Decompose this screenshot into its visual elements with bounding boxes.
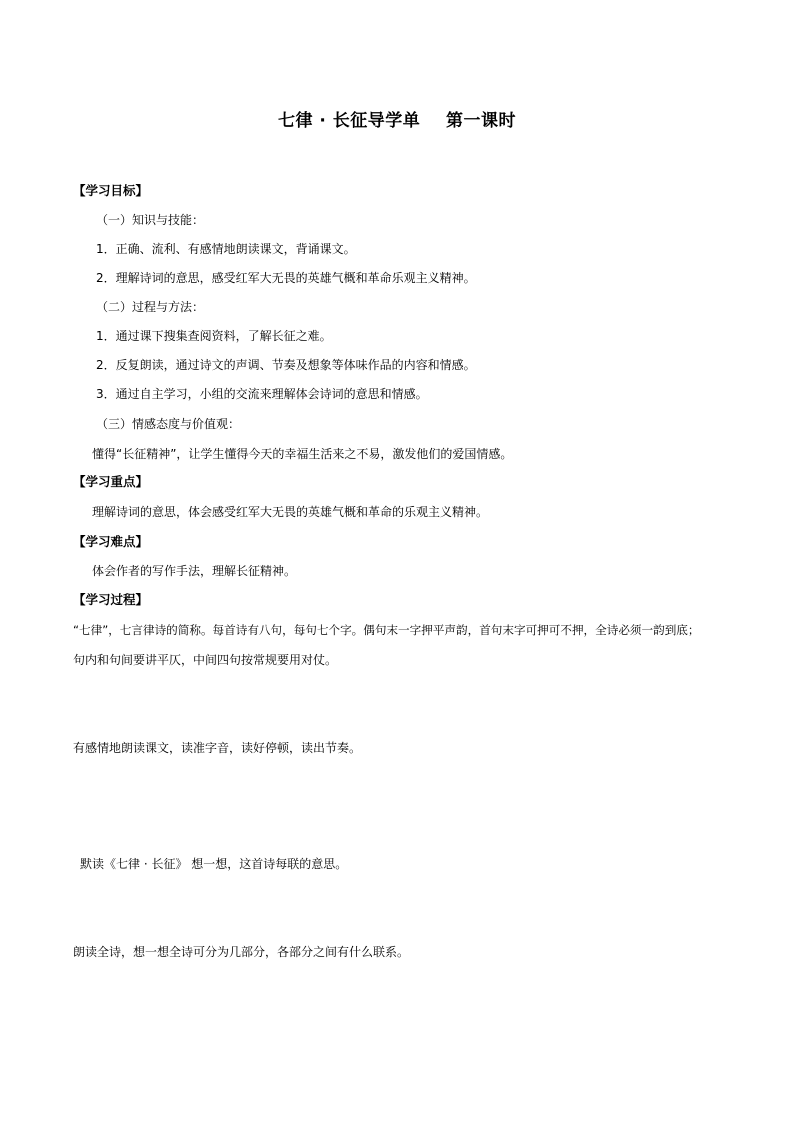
process-step-read-aloud: 有感情地朗读课文，读准字音，读好停顿，读出节奏。 [73,741,362,755]
key-points-text: 理解诗词的意思，体会感受红军大无畏的英雄气概和革命的乐观主义精神。 [92,505,489,519]
process-step-structure: 朗读全诗，想一想全诗可分为几部分，各部分之间有什么联系。 [73,945,410,959]
objectives-subheading-process: （二）过程与方法： [96,300,205,314]
objectives-knowledge-item: 1．正确、流利、有感情地朗读课文，背诵课文。 [96,242,356,256]
process-intro-line-2: 句内和句间要讲平仄，中间四句按常规要用对仗。 [73,653,338,667]
objectives-subheading-emotion: （三）情感态度与价值观： [96,417,241,431]
difficulties-text: 体会作者的写作手法，理解长征精神。 [92,564,297,578]
objectives-subheading-knowledge: （一）知识与技能： [96,213,205,227]
objectives-heading: 【学习目标】 [73,183,149,198]
process-intro-line-1: “七律”，七言律诗的简称。每首诗有八句，每句七个字。偶句末一字押平声韵，首句末字可押可不押，全诗必须一韵到底； [73,623,700,637]
objectives-emotion-item: 懂得“长征精神”，让学生懂得今天的幸福生活来之不易，激发他们的爱国情感。 [92,447,513,461]
objectives-process-item: 3．通过自主学习，小组的交流来理解体会诗词的意思和情感。 [96,387,428,401]
page-title: 七律 · 长征导学单 第一课时 [278,111,516,131]
process-heading: 【学习过程】 [73,592,149,607]
objectives-process-item: 2．反复朗读，通过诗文的声调、节奏及想象等体味作品的内容和情感。 [96,358,476,372]
difficulties-heading: 【学习难点】 [73,534,149,549]
objectives-process-item: 1．通过课下搜集查阅资料，了解长征之难。 [96,329,332,343]
process-step-silent-read: 默读《七律 · 长征》 想一想，这首诗每联的意思。 [80,857,348,871]
key-points-heading: 【学习重点】 [73,474,149,489]
objectives-knowledge-item: 2．理解诗词的意思，感受红军大无畏的英雄气概和革命乐观主义精神。 [96,271,476,285]
